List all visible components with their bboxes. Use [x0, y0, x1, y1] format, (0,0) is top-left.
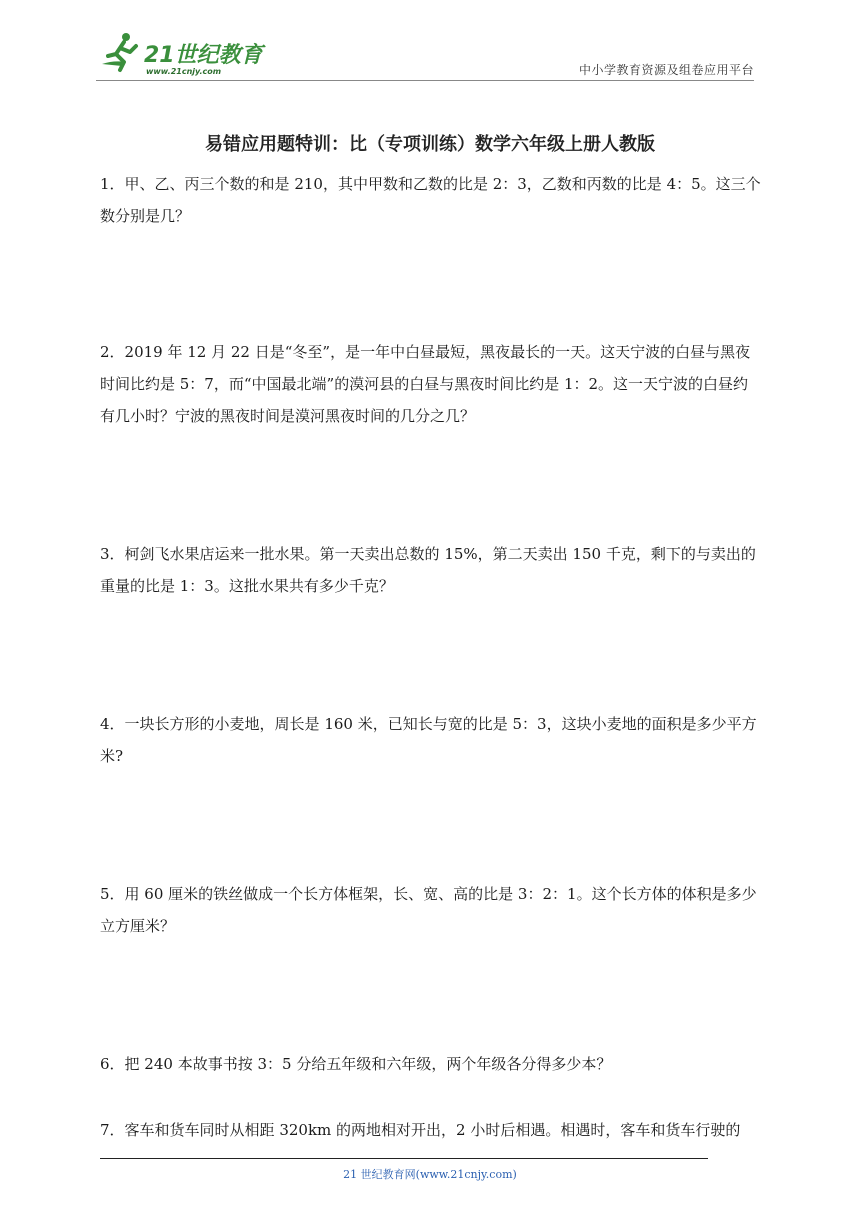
footer-divider	[100, 1158, 708, 1159]
question-2: 2．2019 年 12 月 22 日是“冬至”，是一年中白昼最短，黑夜最长的一天。这天宁波的白昼与黑夜时间比约是 5：7，而“中国最北端”的漠河县的白昼与黑夜时间比约是 1：2。这一天宁波的白昼约有几小时？宁波的黑夜时间是漠河黑夜时间的几分之几？	[100, 343, 751, 425]
svg-text:21世纪教育: 21世纪教育	[144, 43, 263, 68]
header-divider	[96, 80, 754, 81]
page-title: 易错应用题特训：比（专项训练）数学六年级上册人教版	[205, 134, 655, 155]
site-logo[interactable]	[96, 28, 266, 78]
footer-link[interactable]: 21 世纪教育网(www.21cnjy.com)	[343, 1168, 517, 1181]
question-1: 1．甲、乙、丙三个数的和是 210，其中甲数和乙数的比是 2：3，乙数和丙数的比是 4：5。这三个数分别是几？	[100, 175, 761, 225]
question-6: 6．把 240 本故事书按 3：5 分给五年级和六年级，两个年级各分得多少本？	[100, 1055, 612, 1073]
runner-logo-icon	[96, 28, 266, 78]
svg-text:www.21cnjy.com: www.21cnjy.com	[146, 67, 222, 76]
platform-name: 中小学教育资源及组卷应用平台	[578, 63, 754, 77]
question-5: 5．用 60 厘米的铁丝做成一个长方体框架，长、宽、高的比是 3：2：1。这个长方体的体积是多少立方厘米？	[100, 885, 757, 935]
page-header	[0, 0, 860, 90]
question-4: 4．一块长方形的小麦地，周长是 160 米，已知长与宽的比是 5：3，这块小麦地的面积是多少平方米?	[100, 715, 757, 765]
question-7: 7．客车和货车同时从相距 320km 的两地相对开出，2 小时后相遇。相遇时，客车和货车行驶的	[100, 1121, 741, 1139]
question-3: 3．柯剑飞水果店运来一批水果。第一天卖出总数的 15%，第二天卖出 150 千克，剩下的与卖出的重量的比是 1：3。这批水果共有多少千克？	[100, 545, 756, 595]
